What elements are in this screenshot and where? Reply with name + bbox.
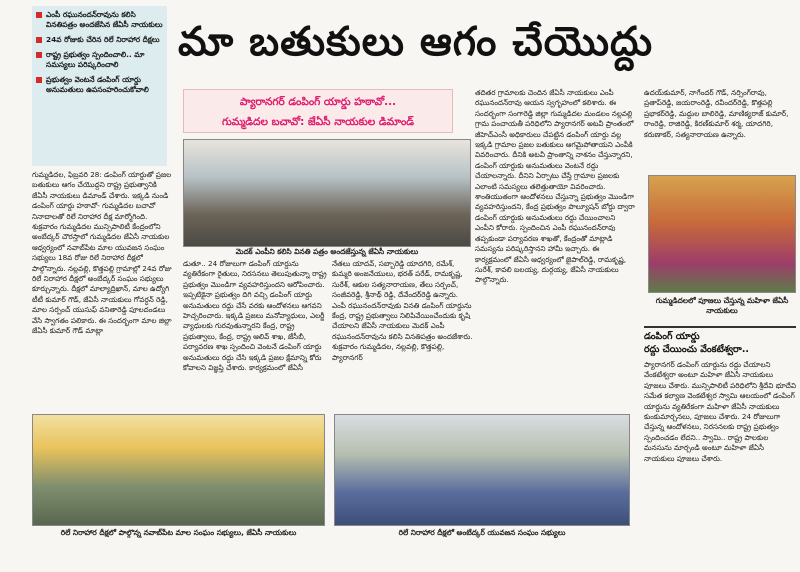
article-text: తదితర గ్రామాలకు చెందిన జేఏసీ నాయకులు ఎంపీ రఘునందన్‌రావు ఆయన స్వగృహంలో కలిశారు. ఈ సందర్భంగా సంగారెడ్డి జిల్లా గుమ్మడిదల మండలం నల్లవల్లి గ్రామ పంచాయతీ పరిధిలోని ప్యారానగర్ అటవీ ప్రాంతంలో జీహెచ్ఎంసీ అధికారులు చేపట్టిన డంపింగ్ యార్డు వల్ల ఇక్కడి గ్రామాల ప్రజల బతుకులు ఆగమైపోతాయని ఎంపీకి వివరించారు. దీనికి అటవీ ప్రాంతాన్ని నాశనం చేస్తున్నారని, డంపింగ్ యార్డుకు అనుమతులు వెంటనే రద్దు చేయాలన్నారు. దీనిని ఏర్పాటు చేస్తే గ్రామాల ప్రజలకు ఎలాంటి సమస్యలు తలెత్తుతాయో వివరించారు. శాంతియుతంగా ఆందోళనలు చేస్తున్నా ప్రభుత్వం మొండిగా వ్యవహరిస్తుందని, కేంద్ర ప్రభుత్వం పొల్యూషన్ బోర్డు ద్వారా డంపింగ్ యార్డుకు అనుమతులు రద్దు చేయించాలని ఎంపీని కోరారు. స్పందించిన ఎంపీ రఘునందన్‌రావు తప్పకుండా పర్యావరణ శాఖతో, కేంద్రంతో మాట్లాడి సమస్యను పరిష్కరిస్తానని హామీ ఇచ్చారు. ఈ కార్యక్రమంలో జేఏసీ ఆధ్వర్యంలో జైపాల్‌రెడ్డి, రామకృష్ణ, సురేశ్, కావలి బలయ్య, దుర్గయ్య, జేఏసీ నాయకులు పాల్గొన్నారు. bbox=[475, 88, 635, 285]
box2-title-line-1: డంపింగ్ యార్డు bbox=[644, 331, 700, 342]
article-text: గుమ్మడిదల, ఫిబ్రవరి 28: డంపింగ్ యార్డుతో ప్రజల బతుకులు ఆగం చేయొద్దని రాష్ట్ర ప్రభుత్వానికి జేఏసీ నాయకులు డిమాండ్ చేశారు. ఇక్కడి నుండి డంపింగ్ యార్డు హఠావో- గుమ్మడిదల బచావో నినాదాలతో రిలే నిరాహార దీక్ష మార్మోగింది. శుక్రవారం గుమ్మడిదల మున్సిపాలిటీ కేంద్రంలోని అంబేద్కర్ చౌరస్తాలో గుమ్మడిదల జేఏసీ నాయకుల ఆధ్వర్యంలో నవాబ్‌పేట మాల యువజన సంఘం సభ్యులు 18వ రోజు రిలే నిరాహార దీక్షలో పాల్గొన్నారు. నల్లవల్లి, కొత్తపల్లి గ్రామాల్లో 24వ రోజు రిలే నిరాహార దీక్షలో అంబేద్కర్ సంఘం సభ్యులు కూర్చున్నారు. దీక్షలో మాల్యాద్రిఖాన్, మాల ఉద్యోగి టీటీ కుమార్ గౌడ్, జేఏసీ నాయకులు గోవర్ధన్ రెడ్డి, మాల సర్పంచ్ యుసుఫ్ వనితారెడ్డి పూలదండలు వేసి స్వాగతం పలికారు. ఈ సందర్భంగా మాల జిల్లా జేఏసీ కుమార్ గౌడ్ మాట్లా bbox=[32, 170, 172, 336]
bullet-icon bbox=[36, 77, 42, 83]
main-photo bbox=[183, 139, 471, 247]
article-column-4 bbox=[475, 88, 635, 410]
article-column-6 bbox=[644, 360, 796, 540]
bullet-icon bbox=[36, 12, 42, 18]
subhead-line-1: ప్యారానగర్ డంపింగ్ యార్డు హఠావో... bbox=[239, 96, 397, 108]
article-text: ఉదయ్‌కుమార్, నాగేందర్ గౌడ్, నర్సింగ్‌రావు, ప్రతాప్‌రెడ్డి, జయరాంరెడ్డి, రవీందర్‌రెడ్డి, కొత్తపల్లి ప్రభాకర్‌రెడ్డి, మద్దుల బాలిరెడ్డి, మాణిక్యరాజ్ కుమార్, రాంరెడ్డి, రాజిరెడ్డి, కిరణ్‌కుమార్ శర్మ, యాదగిరి, కరుణాకర్, సత్యనారాయణ ఉన్నారు. bbox=[644, 88, 789, 139]
highlight-item bbox=[36, 35, 163, 45]
highlight-text: 24వ రోజుకు చేరిన రిలే నిరాహార దీక్షలు bbox=[46, 35, 160, 44]
bottom-mid-photo bbox=[334, 414, 630, 526]
highlight-item bbox=[36, 50, 163, 70]
box2-title bbox=[644, 326, 796, 356]
bottom-mid-photo-caption: రిలే నిరాహార దీక్షలో అంబేద్కర్ యువజన సంఘం సభ్యులు bbox=[398, 528, 566, 537]
subhead-box bbox=[183, 89, 453, 133]
article-column-3 bbox=[332, 259, 474, 409]
article-text: నేతలు యాదవ్, సబ్బారెడ్డి యాదగిరి, రమేశ్, కుమ్మరి అంజనేయులు, భరత్ పరేడ్, రామకృష్ణ, సురేశ్, ఆకుల సత్యనారాయణ, తేలు సర్పంచ్, సంజీవరెడ్డి, శ్రీనాథ్ రెడ్డి, దేవేందర్‌రెడ్డి ఉన్నారు. ఎంపీ రఘునందన్‌రావుకు వినతి డంపింగ్ యార్డును కేంద్ర, రాష్ట్ర ప్రభుత్వాలు నిలిపివేయించేందుకు కృషి చేయాలని జేఏసీ నాయకులు మెదక్ ఎంపీ రఘునందన్‌రావును కలిసి వినతిపత్రం అందజేశారు. శుక్రవారం గుమ్మడిదల, నల్లవల్లి, కొత్తపల్లి, ప్యారానగర్ bbox=[332, 259, 473, 362]
highlight-text: ఎంపీ రఘునందన్‌రావును కలిసి వినతిపత్రం అందజేసిన జేఏసీ నాయకులు bbox=[46, 10, 163, 29]
highlight-text: రాష్ట్ర ప్రభుత్వం స్పందించాలి.. మా సమస్యలు పరిష్కరించాలి bbox=[46, 50, 145, 69]
article-column-2 bbox=[183, 259, 328, 409]
article-column-1 bbox=[32, 170, 172, 410]
temple-photo bbox=[648, 175, 796, 293]
bullet-icon bbox=[36, 52, 42, 58]
article-text: ప్యారానగర్ డంపింగ్ యార్డును రద్దు చేయాలని వేంకటేశ్వరా అంటూ మహిళా జేఏసీ నాయకులు పూజలు చేశారు. మున్సిపాలిటీ పరిధిలోని శ్రీదేవి భూదేవి సమేత కల్యాణ వెంకటేశ్వర స్వామి ఆలయంలో డంపింగ్ యార్డును వ్యతిరేకంగా మహిళా జేఏసీ నాయకులు కుంకుమార్చనలు, పూజలు చేశారు. 24 రోజులుగా చేస్తున్న ఆందోళనలు, నిరసనలకు రాష్ట్ర ప్రభుత్వం స్పందించడం లేదని.. స్వామి.. రాష్ట్ర పాలకుల మనసును మార్చండి అంటూ మహిళా జేఏసీ నాయకులు పూజలు చేశారు. bbox=[644, 360, 796, 463]
highlight-item bbox=[36, 75, 163, 95]
bullet-icon bbox=[36, 37, 42, 43]
article-column-5 bbox=[644, 88, 796, 174]
headline: మా బతుకులు ఆగం చేయొద్దు bbox=[178, 19, 654, 65]
highlight-text: ప్రభుత్వం వెంటనే డంపింగ్ యార్డు అనుమతులు ఉపసంహరించుకోవాలి bbox=[46, 75, 149, 94]
subhead-line-2: గుమ్మడిదల బచావో: జేఏసీ నాయకుల డిమాండ్ bbox=[221, 116, 415, 128]
bottom-left-photo bbox=[32, 414, 325, 526]
temple-photo-caption: గుమ్మడిదలలో పూజలు చేస్తున్న మహిళా జేఏసీ నాయకులు bbox=[655, 296, 789, 315]
article-text: డుతూ.. 24 రోజులుగా డంపింగ్ యార్డును వ్యతిరేకంగా రైతులు, నిరసనలు తెలుపుతున్నా రాష్ట్ర ప్రభుత్వం మొండిగా వ్యవహరిస్తుందని ఆరోపించారు. ఇప్పటికైనా ప్రభుత్వం దిగి వచ్చి డంపింగ్ యార్డు అనుమతులు రద్దు చేసే వరకు ఆందోళనలు ఆగవని హెచ్చరించారు. ఇక్కడి ప్రజలు మనోవ్యాధులు, ఎలర్జీ వ్యాధులకు గురవుతున్నారని కేంద్ర, రాష్ట్ర ప్రభుత్వాలు, కేంద్ర, రాష్ట్ర ఆలివ్ శాఖ, జేసీబీ, పర్యావరణ శాఖ స్పందించి వెంటనే డంపింగ్ యార్డు అనుమతులు రద్దు చేసి ఇక్కడి ప్రజల క్షేమాన్ని కోరు కోవాలని విజ్ఞప్తి చేశారు. కార్యక్రమంలో జేఏసీ bbox=[183, 259, 327, 373]
bottom-left-photo-caption: రిలే నిరాహార దీక్షలో పాల్గొన్న నవాబ్‌పేట మాల సంఘం సభ్యులు, జేఏసీ నాయకులు bbox=[60, 528, 297, 537]
box2-title-line-2: రద్దు చేయించు వేంకటేశ్వరా.. bbox=[644, 344, 749, 355]
highlight-item bbox=[36, 10, 163, 30]
highlights-box bbox=[32, 6, 167, 166]
main-photo-caption: మెదక్ ఎంపీని కలిసి వినతి పత్రం అందజేస్తున్న జేఏసీ నాయకులు bbox=[235, 247, 419, 256]
